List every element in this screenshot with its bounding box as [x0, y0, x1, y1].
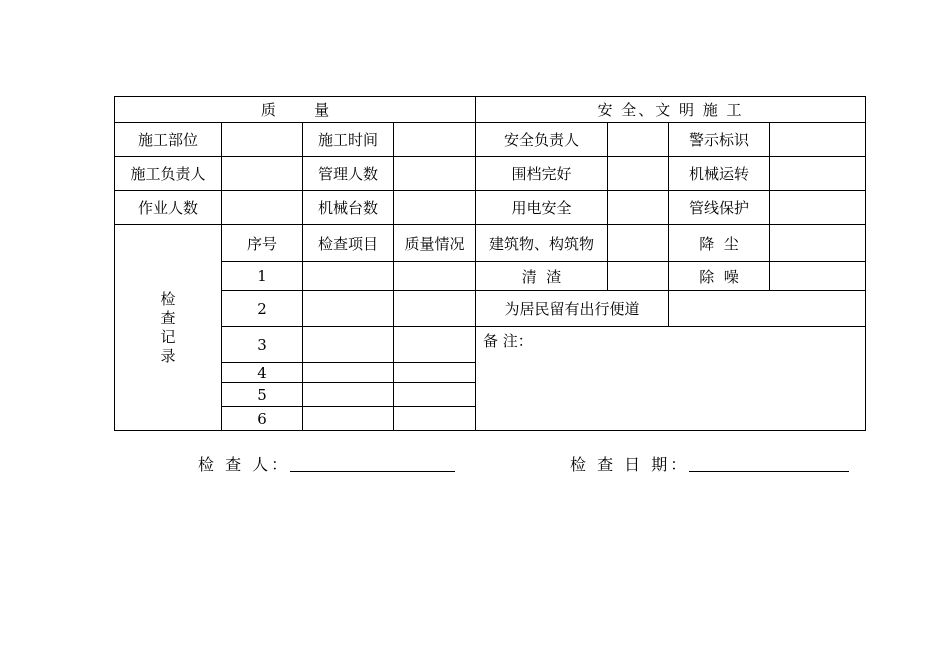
electrical-safety-value[interactable]: [607, 190, 669, 225]
debris-clearing-label: 清 渣: [475, 261, 608, 291]
item-column-header: 检查项目: [302, 224, 394, 262]
table-row-quality[interactable]: [393, 261, 476, 291]
resident-path-value[interactable]: [668, 290, 866, 327]
safety-header: 安 全、文 明 施 工: [475, 96, 866, 123]
management-count-label: 管理人数: [302, 156, 394, 191]
inspector-signature-line[interactable]: [290, 455, 455, 472]
management-count-value[interactable]: [393, 156, 476, 191]
construction-lead-value[interactable]: [221, 156, 303, 191]
dust-reduction-value[interactable]: [769, 224, 866, 262]
pipeline-protection-label: 管线保护: [668, 190, 770, 225]
table-row-item[interactable]: [302, 382, 394, 407]
table-row-item[interactable]: [302, 326, 394, 363]
table-row-seq: 2: [221, 290, 303, 327]
debris-clearing-value[interactable]: [607, 261, 669, 291]
warning-signs-value[interactable]: [769, 122, 866, 157]
table-row-quality[interactable]: [393, 326, 476, 363]
noise-removal-label: 除 噪: [668, 261, 770, 291]
table-row-seq: 3: [221, 326, 303, 363]
construction-lead-label: 施工负责人: [114, 156, 222, 191]
quality-header: 质 量: [114, 96, 476, 123]
construction-part-label: 施工部位: [114, 122, 222, 157]
machine-operation-value[interactable]: [769, 156, 866, 191]
buildings-label: 建筑物、构筑物: [475, 224, 608, 262]
inspection-date-label: 检 查 日 期：: [570, 455, 690, 474]
table-row-item[interactable]: [302, 261, 394, 291]
worker-count-label: 作业人数: [114, 190, 222, 225]
warning-signs-label: 警示标识: [668, 122, 770, 157]
table-row-seq: 1: [221, 261, 303, 291]
remarks-label: 备 注：: [483, 332, 533, 350]
table-row-seq: 5: [221, 382, 303, 407]
construction-part-value[interactable]: [221, 122, 303, 157]
safety-lead-label: 安全负责人: [475, 122, 608, 157]
table-row-item[interactable]: [302, 362, 394, 383]
table-row-seq: 4: [221, 362, 303, 383]
worker-count-value[interactable]: [221, 190, 303, 225]
noise-removal-value[interactable]: [769, 261, 866, 291]
quality-column-header: 质量情况: [393, 224, 476, 262]
electrical-safety-label: 用电安全: [475, 190, 608, 225]
table-row-quality[interactable]: [393, 290, 476, 327]
inspection-date-line[interactable]: [689, 455, 849, 472]
fence-intact-label: 围档完好: [475, 156, 608, 191]
construction-time-label: 施工时间: [302, 122, 394, 157]
remarks-area[interactable]: [475, 326, 866, 431]
inspector-signature: [198, 452, 455, 475]
inspection-date-signature: [570, 452, 849, 475]
table-row-item[interactable]: [302, 406, 394, 431]
machine-count-label: 机械台数: [302, 190, 394, 225]
construction-time-value[interactable]: [393, 122, 476, 157]
seq-column-header: 序号: [221, 224, 303, 262]
table-row-item[interactable]: [302, 290, 394, 327]
inspector-label: 检 查 人：: [198, 455, 291, 474]
table-row-quality[interactable]: [393, 406, 476, 431]
table-row-quality[interactable]: [393, 382, 476, 407]
table-row-quality[interactable]: [393, 362, 476, 383]
table-row-seq: 6: [221, 406, 303, 431]
safety-lead-value[interactable]: [607, 122, 669, 157]
dust-reduction-label: 降 尘: [668, 224, 770, 262]
resident-path-label: 为居民留有出行便道: [475, 290, 669, 327]
machine-count-value[interactable]: [393, 190, 476, 225]
inspection-record-label: 检 查 记 录: [114, 224, 222, 431]
buildings-value[interactable]: [607, 224, 669, 262]
pipeline-protection-value[interactable]: [769, 190, 866, 225]
fence-intact-value[interactable]: [607, 156, 669, 191]
machine-operation-label: 机械运转: [668, 156, 770, 191]
